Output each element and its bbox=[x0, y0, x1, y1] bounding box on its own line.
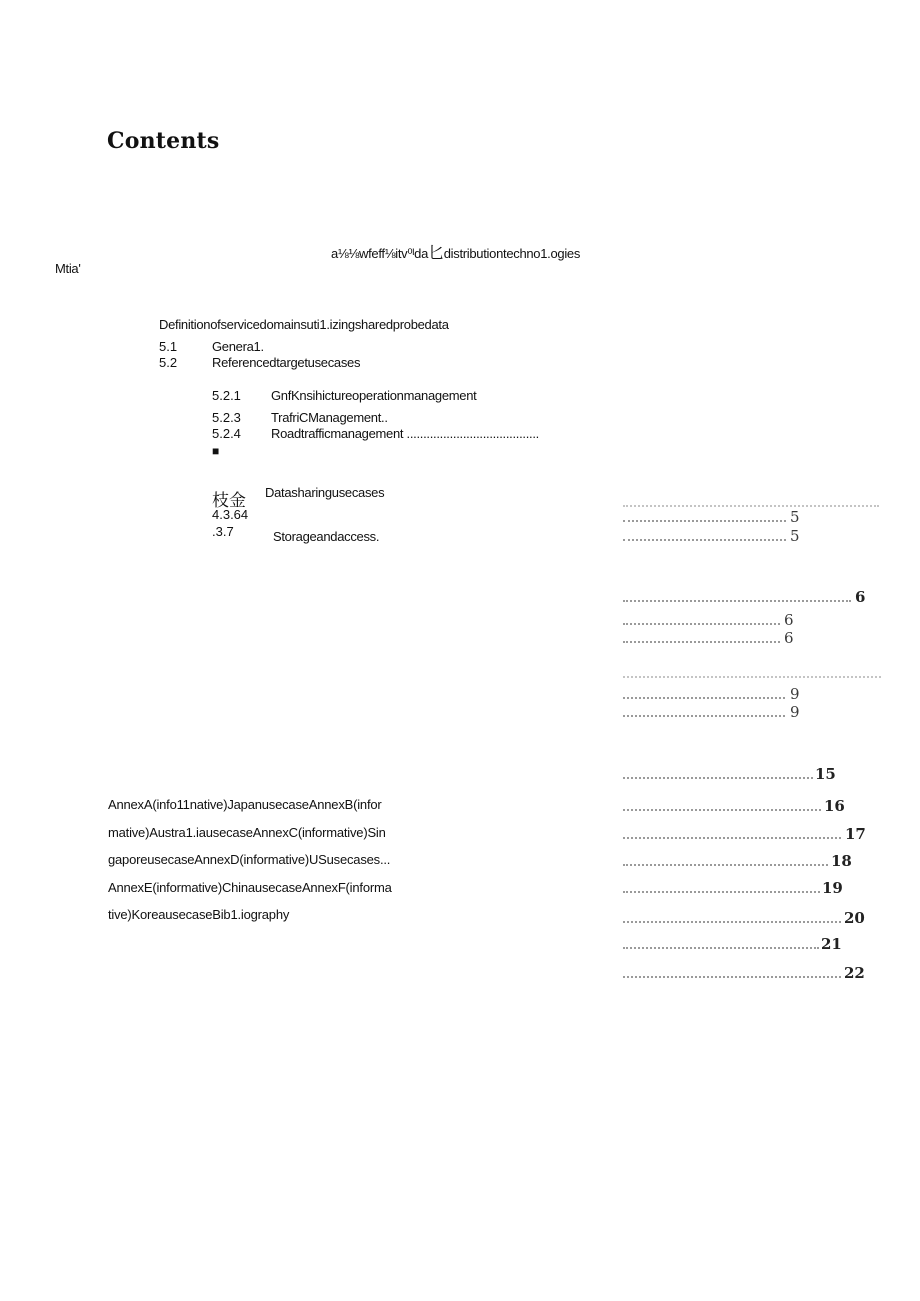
dot-leader bbox=[623, 864, 828, 866]
intro-glyph: 匕 bbox=[428, 243, 444, 262]
dot-leader bbox=[623, 641, 780, 643]
intro-line-text: a⅛⅛wfeff⅛itv⁰ᴵda bbox=[331, 246, 429, 261]
toc-number-3-7: .3.7 bbox=[212, 524, 234, 539]
page-number: 19 bbox=[822, 879, 843, 897]
toc-item-5-1-label[interactable]: Genera1. bbox=[212, 339, 264, 354]
dot-leader bbox=[623, 947, 819, 949]
toc-item-5-2-4-number: 5.2.4 bbox=[212, 426, 241, 441]
page-number: 17 bbox=[845, 825, 866, 843]
page-number: 5 bbox=[790, 508, 800, 526]
dot-leader bbox=[623, 697, 785, 699]
toc-section-5-title[interactable]: Definitionofservicedomainsuti1.izingsharedprobedata bbox=[159, 317, 449, 332]
dot-leader bbox=[623, 837, 841, 839]
bullet-mark: ■ bbox=[212, 444, 220, 458]
dot-leader bbox=[623, 976, 841, 978]
toc-item-5-2-1-label[interactable]: GnfKnsihictureoperationmanagement bbox=[271, 388, 477, 403]
toc-item-5-2-label[interactable]: Referencedtargetusecases bbox=[212, 355, 361, 370]
toc-item-5-2-3-number: 5.2.3 bbox=[212, 410, 241, 425]
toc-item-5-2-4-label[interactable]: Roadtrafficmanagement ........................................ bbox=[271, 426, 539, 441]
cjk-label: 枝金 bbox=[212, 491, 246, 511]
page-number: 9 bbox=[790, 685, 800, 703]
dot-leader bbox=[623, 600, 851, 602]
annex-line-4[interactable]: AnnexE(informative)ChinausecaseAnnexF(informa bbox=[108, 880, 392, 895]
annex-line-2[interactable]: mative)Austra1.iausecaseAnnexC(informative)Sin bbox=[108, 825, 386, 840]
dot-leader bbox=[623, 505, 879, 507]
page-number: 9 bbox=[790, 703, 800, 721]
dot-leader bbox=[623, 921, 841, 923]
toc-item-5-2-1-number: 5.2.1 bbox=[212, 388, 241, 403]
toc-number-4-3-64: 4.3.64 bbox=[212, 507, 249, 522]
page-number: 6 bbox=[855, 588, 866, 606]
toc-storage-access[interactable]: Storageandaccess. bbox=[273, 529, 380, 544]
annex-line-3[interactable]: gaporeusecaseAnnexD(informative)USusecases... bbox=[108, 852, 391, 867]
page-number: 22 bbox=[844, 964, 865, 982]
intro-line-tail: distributiontechno1.ogies bbox=[443, 246, 581, 261]
toc-item-5-2-number: 5.2 bbox=[159, 355, 178, 370]
page-number: 5 bbox=[790, 527, 800, 545]
page-number: 16 bbox=[824, 797, 845, 815]
page-number: 18 bbox=[831, 852, 852, 870]
stray-text: Mtia' bbox=[55, 261, 81, 276]
page-number: 21 bbox=[821, 935, 842, 953]
annex-line-5[interactable]: tive)KoreausecaseBib1.iography bbox=[108, 907, 290, 922]
page-number: 6 bbox=[784, 611, 794, 629]
dot-leader bbox=[623, 539, 786, 541]
dot-leader bbox=[623, 891, 820, 893]
dot-leader bbox=[623, 623, 780, 625]
dot-leader bbox=[623, 809, 821, 811]
dot-leader bbox=[623, 520, 786, 522]
dot-leader bbox=[623, 676, 881, 678]
toc-item-5-2-3-label[interactable]: TrafriCManagement.. bbox=[271, 410, 388, 425]
intro-line bbox=[331, 240, 580, 263]
dot-leader bbox=[623, 715, 785, 717]
toc-item-5-1-number: 5.1 bbox=[159, 339, 178, 354]
annex-line-1[interactable]: AnnexA(info11native)JapanusecaseAnnexB(infor bbox=[108, 797, 382, 812]
page-number: 20 bbox=[844, 909, 865, 927]
dot-leader bbox=[623, 777, 813, 779]
toc-data-sharing-title[interactable]: Datasharingusecases bbox=[265, 485, 385, 500]
page-number: 15 bbox=[815, 765, 836, 783]
page-title: Contents bbox=[107, 128, 220, 154]
page-number: 6 bbox=[784, 629, 794, 647]
